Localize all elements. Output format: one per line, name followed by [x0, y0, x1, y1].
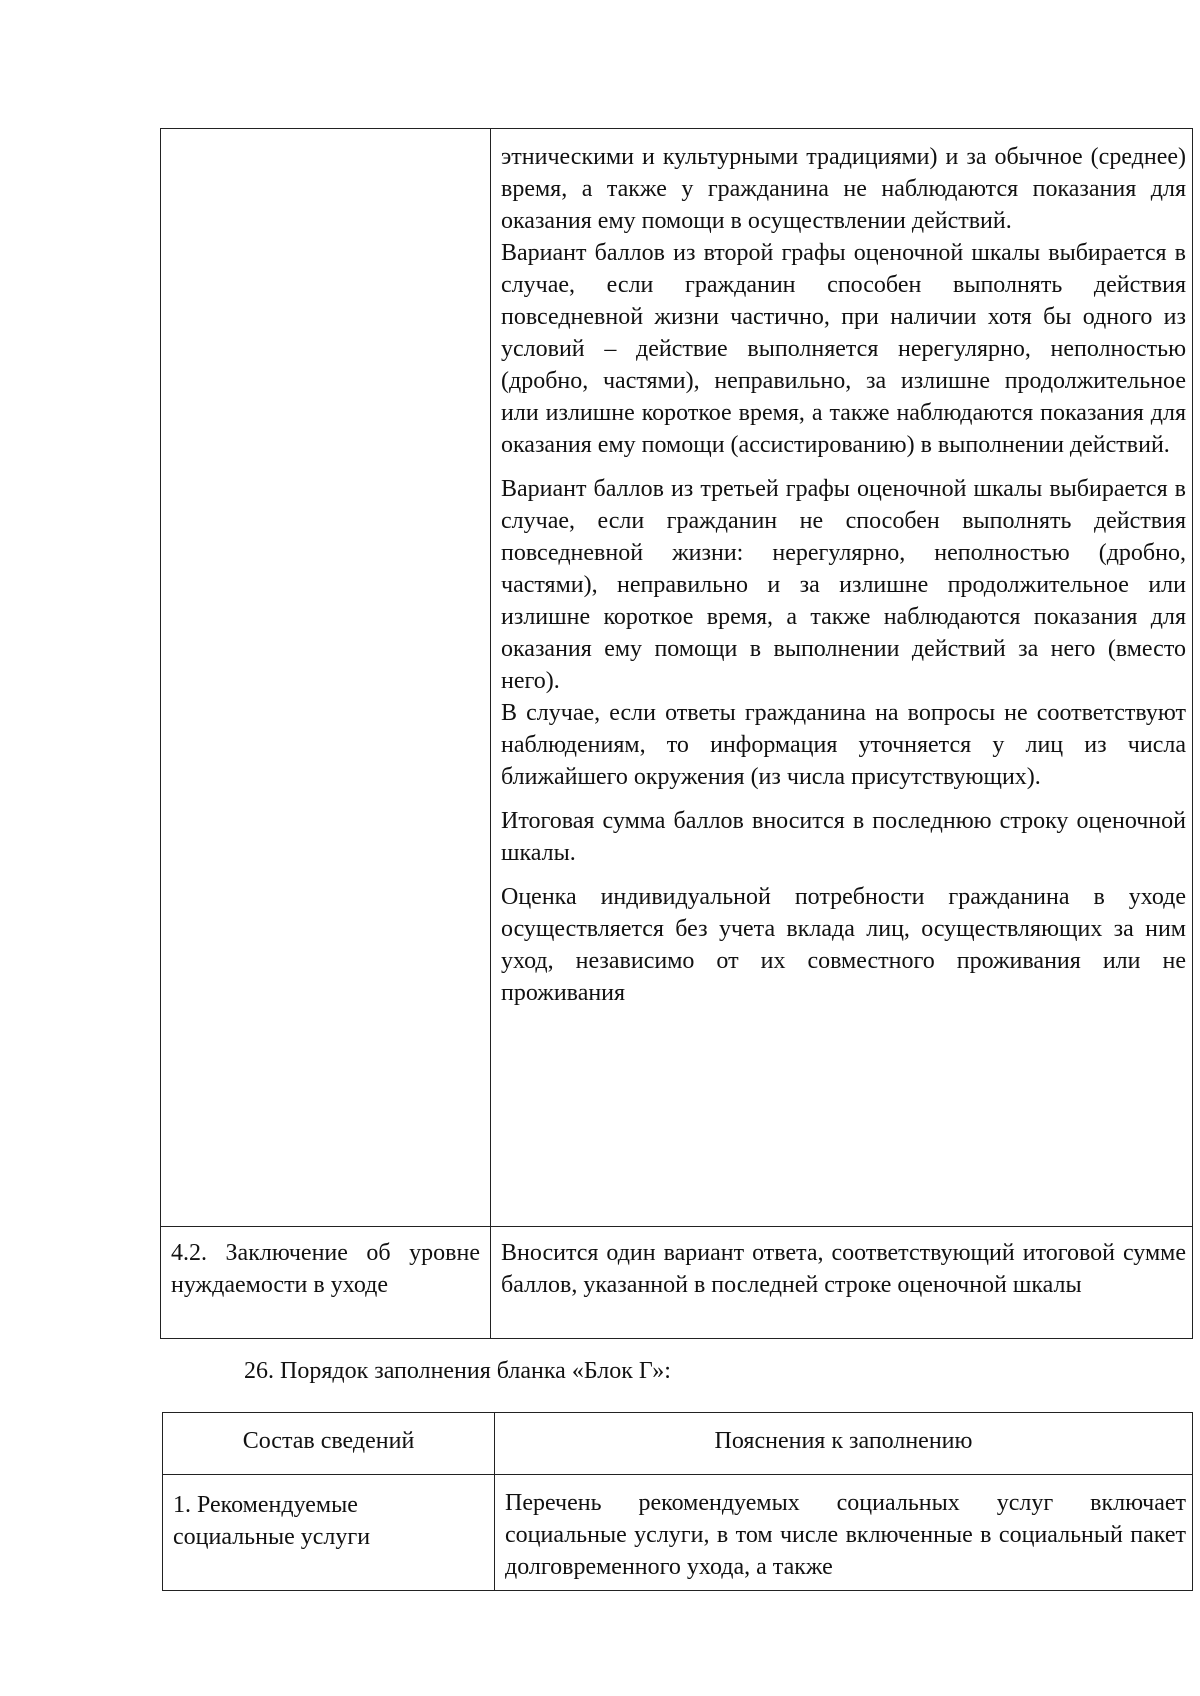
- block-g-table: [162, 1412, 1193, 1591]
- empty-label-cell: [161, 129, 491, 1227]
- row-text-cell: [495, 1475, 1193, 1591]
- section-caption: 26. Порядок заполнения бланка «Блок Г»:: [244, 1358, 671, 1384]
- row-text: Вносится один вариант ответа, соответствующий итоговой сумме баллов, указанной в последней строке оценочной шкалы: [501, 1240, 1186, 1298]
- table-header-row: [163, 1413, 1193, 1475]
- column-header: Состав сведений: [163, 1413, 495, 1475]
- row-label: 1. Рекомендуемые социальные услуги: [173, 1492, 371, 1550]
- explanation-paragraph: Итоговая сумма баллов вносится в последнюю строку оценочной шкалы.: [501, 808, 1186, 866]
- explanation-paragraph: этническими и культурными традициями) и за обычное (среднее) время, а также у гражданина не наблюдаются показания для оказания ему помощи в осуществлении действий.: [501, 144, 1186, 234]
- explanation-paragraph: Оценка индивидуальной потребности гражданина в уходе осуществляется без учета вклада лиц, осуществляющих за ним уход, независимо от их совместного проживания или не проживания: [501, 884, 1186, 1006]
- table-row: [161, 129, 1193, 1227]
- row-text-cell: [491, 1227, 1193, 1339]
- explanation-paragraph: В случае, если ответы гражданина на вопросы не соответствуют наблюдениям, то информация уточняется у лиц из числа ближайшего окружения (из числа присутствующих).: [501, 700, 1186, 790]
- row-label-cell: [163, 1475, 495, 1591]
- explanation-paragraph: Вариант баллов из третьей графы оценочной шкалы выбирается в случае, если гражданин не способен выполнять действия повседневной жизни: нерегулярно, неполностью (дробно, частями), неправильно и за излишне продолжительное или излишне короткое время, а также наблюдаются показания для оказания ему помощи в выполнении действий за него (вместо него).: [501, 476, 1186, 694]
- row-text: Перечень рекомендуемых социальных услуг включает социальные услуги, в том числе включенные в социальный пакет долговременного ухода, а также: [505, 1490, 1186, 1580]
- row-label: 4.2. Заключение об уровне нуждаемости в уходе: [171, 1240, 480, 1298]
- table-row: [163, 1475, 1193, 1591]
- block-v-table: [160, 128, 1193, 1339]
- explanation-cell: [491, 129, 1193, 1227]
- column-header: Пояснения к заполнению: [495, 1413, 1193, 1475]
- table-row: [161, 1227, 1193, 1339]
- row-label-cell: [161, 1227, 491, 1339]
- explanation-paragraph: Вариант баллов из второй графы оценочной шкалы выбирается в случае, если гражданин способен выполнять действия повседневной жизни частично, при наличии хотя бы одного из условий – действие выполняется нерегулярно, неполностью (дробно, частями), неправильно, за излишне продолжительное или излишне короткое время, а также наблюдаются показания для оказания ему помощи (ассистированию) в выполнении действий.: [501, 240, 1186, 458]
